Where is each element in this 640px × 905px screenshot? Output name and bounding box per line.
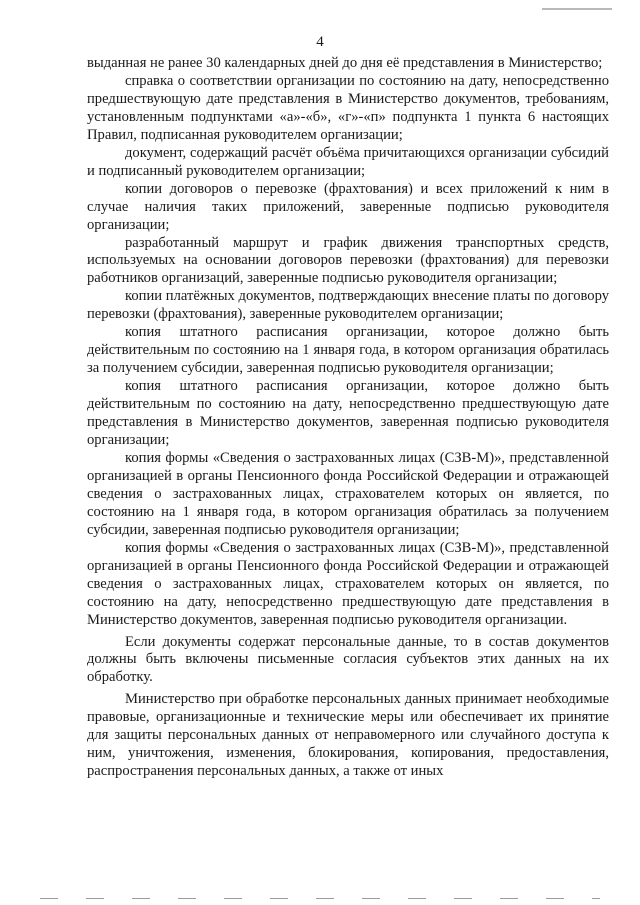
scan-artifact-bottom [40,898,600,899]
paragraph-route-schedule: разработанный маршрут и график движения транспортных средств, используемых на основании договоров перевозки (фрахтования) для перевозки работников организаций, заверенные подписью руководителя организации; [87,234,609,287]
paragraph-szv-m-current: копия формы «Сведения о застрахованных лицах (СЗВ-М)», представленной организацией в органы Пенсионного фонда Российской Федерации и отражающей сведения о застрахованных лицах, страхователем которых он является, по состоянию на дату, непосредственно предшествующую дате представления в Министерство документов, заверенная подписью руководителя организации. [87,539,609,628]
page-number: 4 [316,34,324,50]
paragraph-compliance-certificate: справка о соответствии организации по состоянию на дату, непосредственно предшествующую дате представления в Министерство документов, требованиям, установленным подпунктами «а»-«б», «г»-«п» подпункта 1 пункта 6 настоящих Правил, подписанная руководителем организации; [87,72,609,143]
paragraph-subsidy-calculation: документ, содержащий расчёт объёма причитающихся организации субсидий и подписанный руководителем организации; [87,144,609,179]
paragraph-staff-schedule-current: копия штатного расписания организации, которое должно быть действительным по состоянию на дату, непосредственно предшествующую дате представления в Министерство документов, заверенная подписью руководителя организации; [87,378,609,449]
paragraph-personal-data-consent: Если документы содержат персональные данные, то в состав документов должны быть включены письменные согласия субъектов этих данных на их обработку. [87,633,609,686]
paragraph-continuation: выданная не ранее 30 календарных дней до дня её представления в Министерство; [87,55,603,71]
paragraph-transport-contracts: копии договоров о перевозке (фрахтования) и всех приложений к ним в случае наличия таких приложений, заверенные подписью руководителя организации; [87,180,609,233]
paragraph-personal-data-protection: Министерство при обработке персональных данных принимает необходимые правовые, организационные и технические меры или обеспечивает их принятие для защиты персональных данных от неправомерного или случайного доступа к ним, уничтожения, изменения, блокирования, копирования, предоставления, распространения персональных данных, а также от иных [87,691,609,780]
document-body [87,55,609,781]
paragraph-szv-m-jan1: копия формы «Сведения о застрахованных лицах (СЗВ-М)», представленной организацией в органы Пенсионного фонда Российской Федерации и отражающей сведения о застрахованных лицах, страхователем которых он является, по состоянию на 1 января года, в котором организация обратилась за получением субсидии, заверенная подписью руководителя организации; [87,449,609,538]
scan-artifact-top [542,8,612,10]
paragraph-staff-schedule-jan1: копия штатного расписания организации, которое должно быть действительным по состоянию на 1 января года, в котором организация обратилась за получением субсидии, заверенная подписью руководителя организации; [87,324,609,377]
paragraph-payment-documents: копии платёжных документов, подтверждающих внесение платы по договору перевозки (фрахтования), заверенные руководителем организации; [87,288,609,323]
